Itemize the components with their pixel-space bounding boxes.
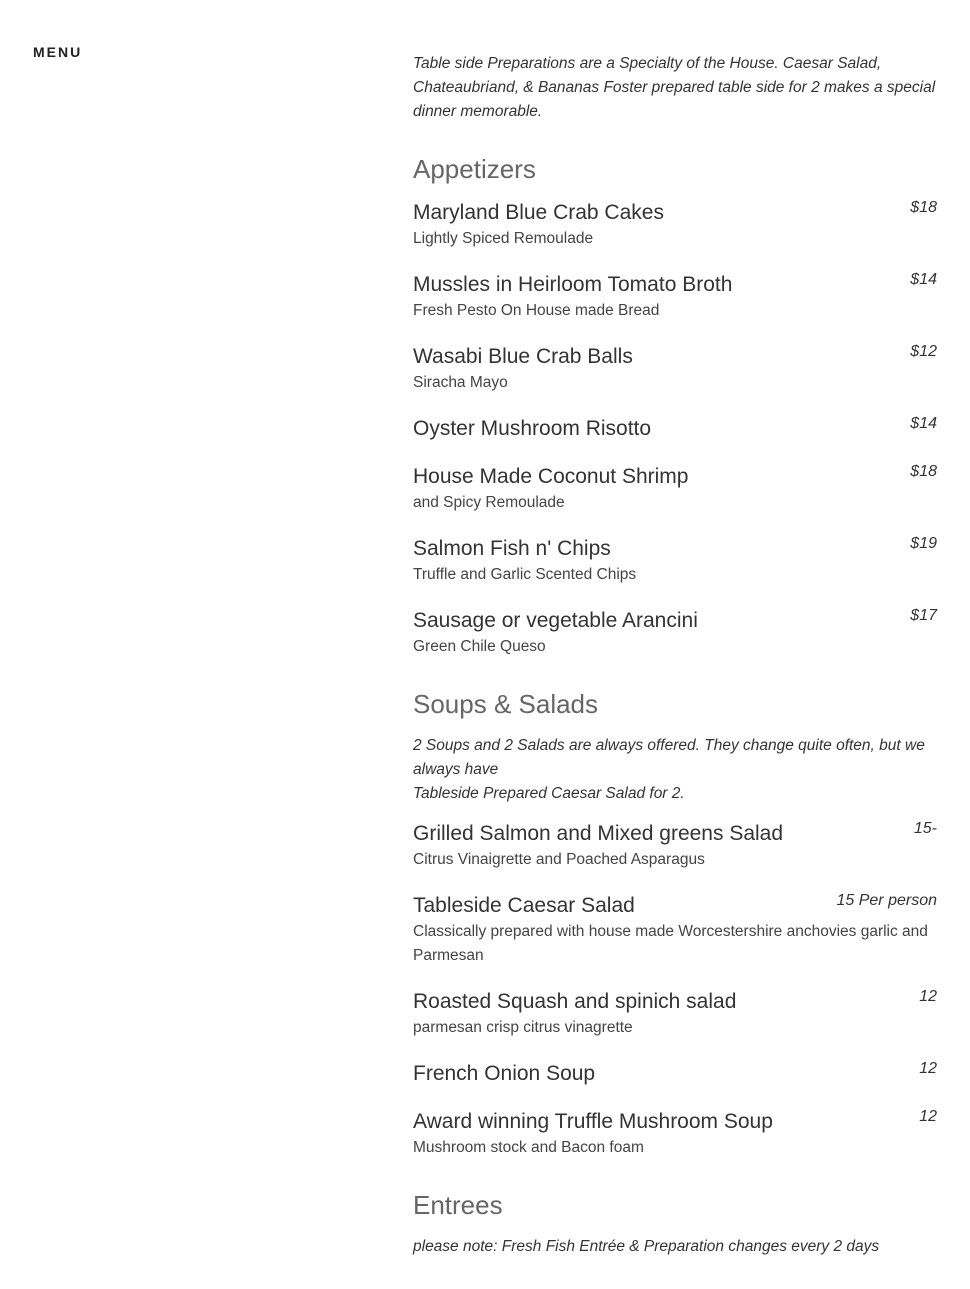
menu-item-name: Roasted Squash and spinich salad (413, 990, 737, 1013)
menu-item-price: 12 (919, 988, 937, 1005)
menu-item (413, 892, 937, 968)
menu-item-name: Grilled Salmon and Mixed greens Salad (413, 822, 784, 845)
menu-item-name: Tableside Caesar Salad (413, 894, 635, 917)
menu-item-price: $17 (910, 607, 937, 624)
menu-item-description: Fresh Pesto On House made Bread (413, 302, 660, 319)
appetizers-section (413, 154, 937, 659)
menu-item-name: Salmon Fish n' Chips (413, 537, 611, 560)
menu-item-description: Siracha Mayo (413, 374, 508, 391)
menu-item (413, 1060, 937, 1088)
menu-item-description: parmesan crisp citrus vinagrette (413, 1019, 633, 1036)
menu-item-price: $19 (910, 535, 937, 552)
entrees-note: please note: Fresh Fish Entrée & Preparation changes every 2 days (413, 1238, 880, 1255)
menu-item-price: $14 (910, 415, 937, 432)
menu-toggle-button[interactable]: MENU (33, 44, 83, 60)
menu-item-price: $18 (910, 199, 937, 216)
menu-item-name: Mussles in Heirloom Tomato Broth (413, 273, 733, 296)
soups-salads-note (413, 734, 937, 806)
menu-item (413, 820, 937, 872)
menu-item-description: Mushroom stock and Bacon foam (413, 1139, 644, 1156)
menu-item-price: 15- (913, 820, 937, 837)
menu-item (413, 271, 937, 323)
soups-note-line2: Tableside Prepared Caesar Salad for 2. (413, 785, 685, 802)
menu-item (413, 343, 937, 395)
menu-content (413, 52, 937, 1289)
entrees-title: Entrees (413, 1190, 503, 1220)
menu-item-name: French Onion Soup (413, 1062, 596, 1085)
menu-item (413, 988, 937, 1040)
appetizer-list (413, 199, 937, 659)
menu-item-description: Lightly Spiced Remoulade (413, 230, 594, 247)
menu-item (413, 1108, 937, 1160)
menu-item-name: Oyster Mushroom Risotto (413, 417, 652, 440)
menu-item-name: Maryland Blue Crab Cakes (413, 201, 664, 224)
soups-salads-title: Soups & Salads (413, 689, 599, 719)
menu-item-name: Award winning Truffle Mushroom Soup (413, 1110, 773, 1133)
appetizers-title: Appetizers (413, 154, 536, 184)
menu-item-price: 15 Per person (836, 892, 937, 909)
menu-item-name: Wasabi Blue Crab Balls (413, 345, 633, 368)
menu-item-price: $14 (910, 271, 937, 288)
menu-item-description: Truffle and Garlic Scented Chips (413, 566, 637, 583)
menu-item-description: Green Chile Queso (413, 638, 546, 655)
menu-item-price: $18 (910, 463, 937, 480)
menu-item (413, 535, 937, 587)
menu-item-description: Classically prepared with house made Worcestershire anchovies garlic and Parmesan (413, 923, 928, 964)
soups-note-line1: 2 Soups and 2 Salads are always offered. They change quite often, but we always have (413, 737, 925, 778)
menu-item (413, 607, 937, 659)
entrees-section (413, 1190, 937, 1259)
menu-item-description: Citrus Vinaigrette and Poached Asparagus (413, 851, 705, 868)
menu-item-price: 12 (919, 1060, 937, 1077)
menu-item (413, 463, 937, 515)
menu-item-description: and Spicy Remoulade (413, 494, 565, 511)
soups-salads-list (413, 820, 937, 1160)
menu-item (413, 415, 937, 443)
menu-item-price: $12 (910, 343, 937, 360)
menu-item-name: House Made Coconut Shrimp (413, 465, 689, 488)
menu-item (413, 199, 937, 251)
soups-salads-section (413, 689, 937, 1160)
menu-item-price: 12 (919, 1108, 937, 1125)
intro-text: Table side Preparations are a Specialty of the House. Caesar Salad, Chateaubriand, & Bananas Foster prepared table side for 2 makes a special dinner memorable. (413, 55, 936, 120)
menu-item-name: Sausage or vegetable Arancini (413, 609, 698, 632)
